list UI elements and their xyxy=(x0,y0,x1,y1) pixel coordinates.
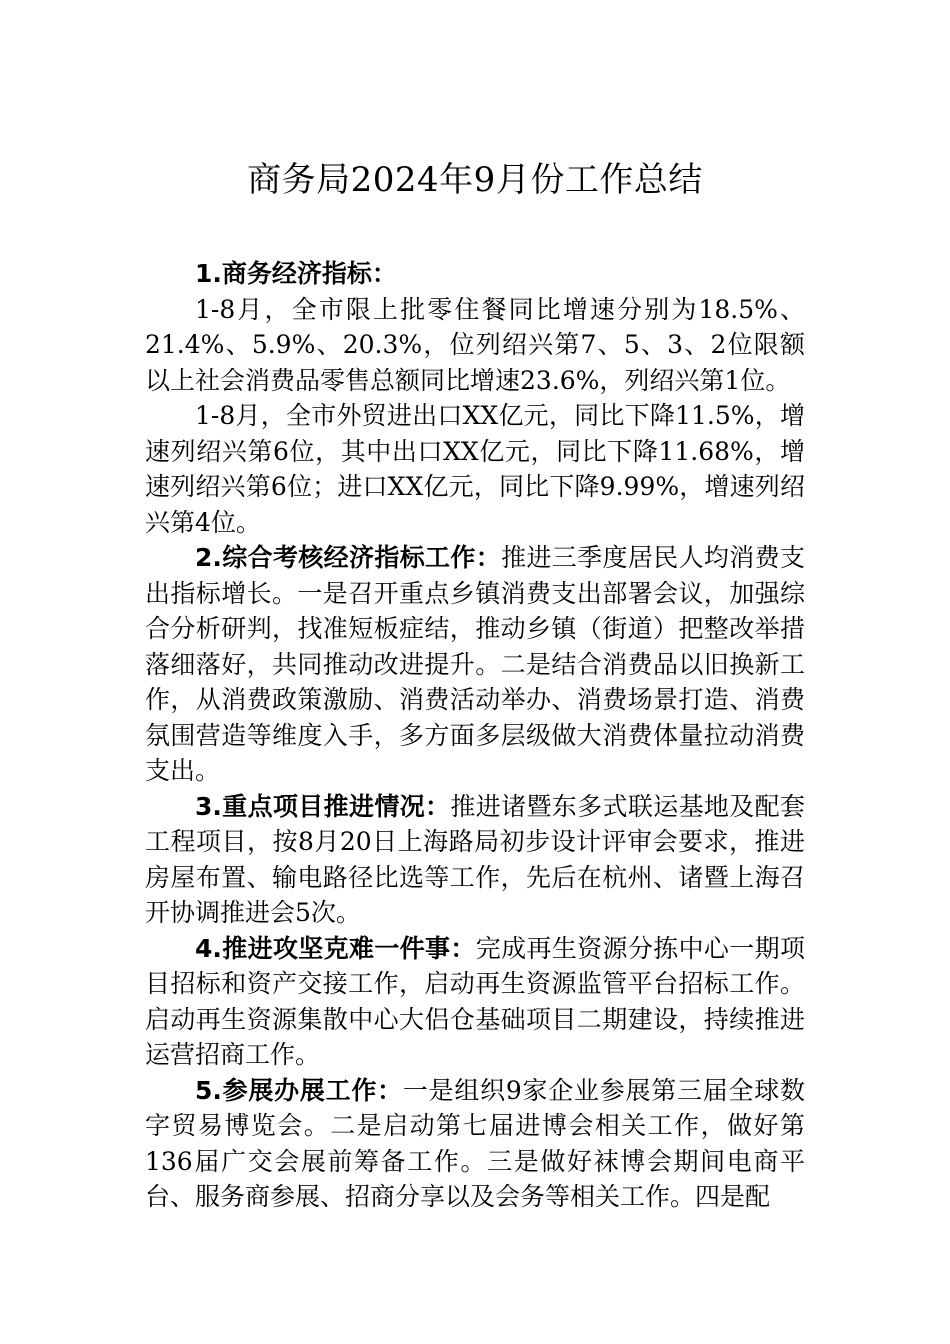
section-4-paragraph xyxy=(145,931,805,1073)
section-2-text: 推进三季度居民人均消费支出指标增长。一是召开重点乡镇消费支出部署会议，加强综合分析研判，找准短板症结，推动乡镇（街道）把整改举措落细落好，共同推动改进提升。二是结合消费品以旧换新工作，从消费政策激励、消费活动举办、消费场景打造、消费氛围营造等维度入手，多方面多层级做大消费体量拉动消费支出。 xyxy=(145,543,805,785)
section-1-paragraph-2: 1-8月，全市外贸进出口XX亿元，同比下降11.5%，增速列绍兴第6位，其中出口XX亿元，同比下降11.68%，增速列绍兴第6位；进口XX亿元，同比下降9.99%，增速列绍兴第4位。 xyxy=(145,401,805,537)
section-5-paragraph xyxy=(145,1073,805,1215)
section-1-paragraph-1: 1-8月，全市限上批零住餐同比增速分别为18.5%、21.4%、5.9%、20.3%，位列绍兴第7、5、3、2位限额以上社会消费品零售总额同比增速23.6%，列绍兴第1位。 xyxy=(145,294,805,395)
section-3-heading: 3.重点项目推进情况： xyxy=(195,791,451,821)
section-3-text: 推进诸暨东多式联运基地及配套工程项目，按8月20日上海路局初步设计评审会要求，推进房屋布置、输电路径比选等工作，先后在杭州、诸暨上海召开协调推进会5次。 xyxy=(145,791,805,927)
document-page xyxy=(145,150,805,1215)
section-5-text: 一是组织9家企业参展第三届全球数字贸易博览会。二是启动第七届进博会相关工作，做好第136届广交会展前筹备工作。三是做好袜博会期间电商平台、服务商参展、招商分享以及会务等相关工作。四是配 xyxy=(145,1075,805,1211)
section-4-text: 完成再生资源分拣中心一期项目招标和资产交接工作，启动再生资源监管平台招标工作。启动再生资源集散中心大侣仓基础项目二期建设，持续推进运营招商工作。 xyxy=(145,933,805,1069)
section-5-heading: 5.参展办展工作： xyxy=(195,1075,403,1105)
section-2-heading: 2.综合考核经济指标工作： xyxy=(195,543,502,572)
section-2-paragraph xyxy=(145,540,805,789)
section-4-heading: 4.推进攻坚克难一件事： xyxy=(195,933,476,963)
section-1-heading: 1.商务经济指标： xyxy=(195,259,397,288)
section-1-heading-paragraph xyxy=(145,256,805,292)
document-title: 商务局2024年9月份工作总结 xyxy=(247,160,703,200)
section-3-paragraph xyxy=(145,789,805,931)
